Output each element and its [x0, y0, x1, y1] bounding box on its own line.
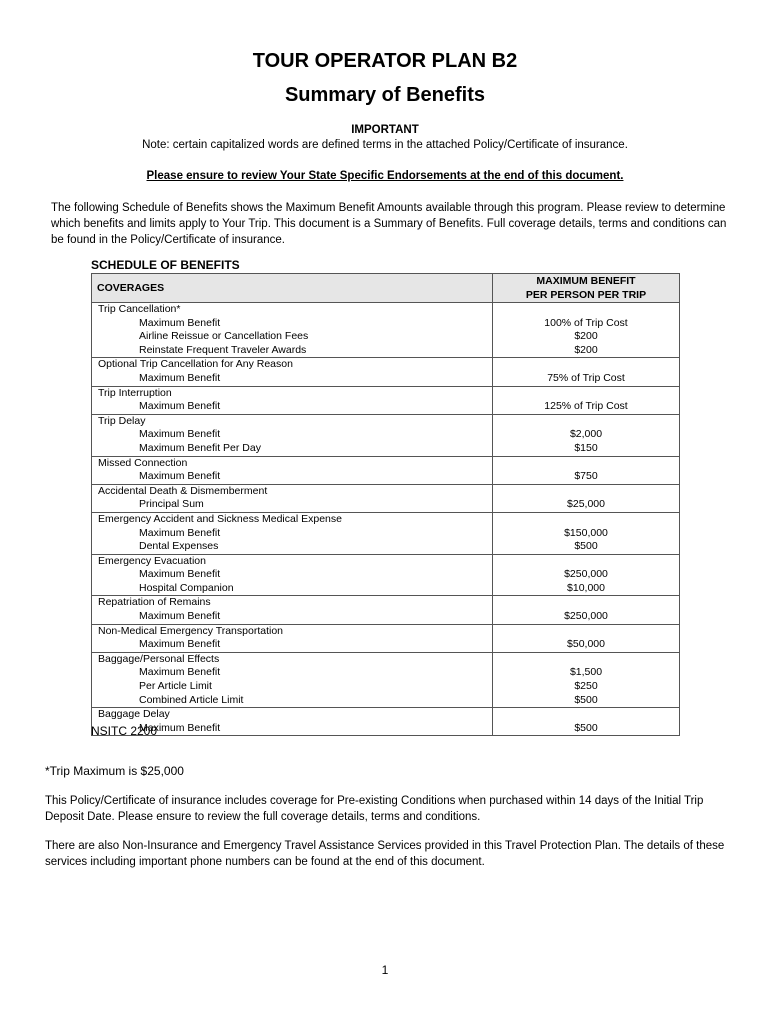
coverage-item-label: Combined Article Limit — [139, 693, 244, 706]
coverage-cell — [92, 624, 493, 652]
coverage-name: Repatriation of Remains — [98, 596, 211, 609]
benefits-table-body — [92, 303, 680, 736]
benefit-value: $10,000 — [567, 581, 605, 594]
coverage-group — [92, 624, 680, 652]
coverage-item-label: Airline Reissue or Cancellation Fees — [139, 330, 309, 343]
coverage-group — [92, 358, 680, 386]
benefit-value — [493, 513, 679, 527]
coverage-cell — [92, 512, 493, 554]
coverage-item-label: Reinstate Frequent Traveler Awards — [139, 343, 307, 356]
coverage-item-label: Maximum Benefit — [139, 638, 221, 651]
benefits-table — [91, 273, 680, 736]
coverage-group — [92, 303, 680, 358]
coverage-item-label: Maximum Benefit — [139, 400, 221, 413]
form-number: NSITC 2200 — [91, 724, 158, 738]
coverage-name: Baggage/Personal Effects — [98, 652, 220, 665]
coverage-name: Emergency Accident and Sickness Medical Expense — [98, 512, 342, 525]
important-label: IMPORTANT — [351, 124, 419, 136]
coverage-name: Accidental Death & Dismemberment — [98, 484, 268, 497]
coverage-name: Optional Trip Cancellation for Any Reason — [98, 358, 293, 371]
coverage-name: Missed Connection — [98, 456, 188, 469]
benefit-value: $250,000 — [564, 568, 608, 581]
coverage-cell — [92, 554, 493, 596]
coverage-name: Baggage Delay — [98, 708, 170, 721]
benefit-value-cell — [493, 386, 680, 414]
benefit-value: $25,000 — [567, 498, 605, 511]
benefit-value — [493, 625, 679, 639]
defined-terms-note: Note: certain capitalized words are defined terms in the attached Policy/Certificate of insurance. — [142, 139, 628, 151]
benefit-value-cell — [493, 596, 680, 624]
benefit-value: 75% of Trip Cost — [547, 371, 625, 384]
coverage-group — [92, 484, 680, 512]
coverage-name: Trip Interruption — [98, 386, 172, 399]
coverage-cell — [92, 414, 493, 456]
benefit-value — [493, 457, 679, 471]
benefit-value — [493, 555, 679, 569]
benefit-value-cell — [493, 624, 680, 652]
coverage-group — [92, 708, 680, 736]
benefit-value — [493, 387, 679, 401]
trip-maximum-footnote: *Trip Maximum is $25,000 — [45, 764, 184, 778]
coverage-name: Trip Delay — [98, 414, 146, 427]
benefit-value-cell — [493, 414, 680, 456]
benefit-value-cell — [493, 484, 680, 512]
page-subtitle: Summary of Benefits — [284, 84, 486, 106]
assistance-services-paragraph: There are also Non-Insurance and Emergency Travel Assistance Services provided in this Travel Protection Plan. The details of these services including important phone numbers can be found at the end of this document. — [45, 840, 725, 868]
coverage-item-label: Maximum Benefit — [139, 610, 221, 623]
coverage-item-label: Maximum Benefit — [139, 568, 221, 581]
coverage-item-label: Maximum Benefit — [139, 470, 221, 483]
benefit-value — [493, 596, 679, 610]
coverage-cell — [92, 303, 493, 358]
benefit-value — [493, 415, 679, 429]
coverage-group — [92, 456, 680, 484]
benefit-value-cell — [493, 303, 680, 358]
benefit-value — [493, 303, 679, 317]
benefit-value-cell — [493, 358, 680, 386]
benefit-value-cell — [493, 652, 680, 707]
coverage-cell — [92, 358, 493, 386]
coverage-cell — [92, 596, 493, 624]
coverage-name: Trip Cancellation* — [98, 303, 181, 315]
benefit-value: $500 — [574, 540, 598, 553]
benefit-value: $200 — [574, 343, 598, 356]
coverage-group — [92, 596, 680, 624]
coverage-cell — [92, 484, 493, 512]
benefit-value — [493, 653, 679, 667]
page-number: 1 — [381, 963, 389, 977]
coverage-item-label: Maximum Benefit — [139, 666, 221, 679]
benefit-value: $250 — [574, 680, 598, 693]
coverage-group — [92, 414, 680, 456]
state-endorsements-notice: Please ensure to review Your State Specific Endorsements at the end of this document. — [146, 170, 624, 182]
benefit-value: $150 — [574, 441, 598, 454]
benefit-value-cell — [493, 512, 680, 554]
coverage-group — [92, 386, 680, 414]
coverage-cell — [92, 652, 493, 707]
coverage-name: Emergency Evacuation — [98, 554, 206, 567]
coverage-group — [92, 652, 680, 707]
benefit-value: 125% of Trip Cost — [544, 400, 628, 413]
coverage-item-label: Maximum Benefit — [139, 316, 221, 329]
coverage-name: Non-Medical Emergency Transportation — [98, 624, 284, 637]
coverage-group — [92, 512, 680, 554]
page-title: TOUR OPERATOR PLAN B2 — [252, 50, 518, 72]
benefit-value: $250,000 — [564, 610, 608, 623]
coverage-group — [92, 554, 680, 596]
benefit-value: $1,500 — [569, 666, 603, 679]
coverage-item-label: Maximum Benefit Per Day — [139, 441, 261, 454]
coverage-item-label: Hospital Companion — [139, 581, 234, 594]
coverage-item-label: Maximum Benefit — [139, 721, 221, 734]
coverage-item-label: Maximum Benefit — [139, 526, 221, 539]
benefit-value: $2,000 — [569, 428, 603, 441]
benefit-value: $50,000 — [567, 638, 605, 651]
benefit-value: 100% of Trip Cost — [544, 316, 628, 329]
benefit-value: $200 — [574, 330, 598, 343]
benefit-value: $750 — [574, 470, 598, 483]
intro-paragraph: The following Schedule of Benefits shows the Maximum Benefit Amounts available through this program. Please review to determine which benefits and limits apply to Your Trip. This document is a Summary of Benefits. Full coverage details, terms and conditions can be found in the Policy/Certificate of insurance. — [51, 202, 727, 246]
table-header-row — [92, 274, 680, 303]
benefit-value: $150,000 — [564, 526, 608, 539]
coverage-cell — [92, 456, 493, 484]
coverage-item-label: Per Article Limit — [139, 680, 212, 693]
preexisting-conditions-paragraph: This Policy/Certificate of insurance includes coverage for Pre-existing Conditions when purchased within 14 days of the Initial Trip Deposit Date. Please ensure to review the full coverage details, terms and conditions. — [45, 795, 704, 823]
benefit-value — [493, 708, 679, 722]
max-benefit-header-line2: PER PERSON PER TRIP — [525, 289, 647, 301]
coverages-header: COVERAGES — [92, 274, 493, 303]
coverage-cell — [92, 386, 493, 414]
coverage-item-label: Dental Expenses — [139, 540, 219, 553]
benefit-value: $500 — [574, 721, 598, 734]
benefit-value-cell — [493, 554, 680, 596]
max-benefit-header — [493, 274, 680, 303]
benefit-value: $500 — [574, 693, 598, 706]
max-benefit-header-line1: MAXIMUM BENEFIT — [536, 275, 636, 287]
benefit-value — [493, 358, 679, 372]
benefit-value — [493, 485, 679, 499]
coverage-item-label: Maximum Benefit — [139, 428, 221, 441]
coverage-item-label: Maximum Benefit — [139, 371, 221, 384]
schedule-title: SCHEDULE OF BENEFITS — [91, 258, 240, 272]
coverage-item-label: Principal Sum — [139, 498, 204, 511]
benefit-value-cell — [493, 708, 680, 736]
benefit-value-cell — [493, 456, 680, 484]
